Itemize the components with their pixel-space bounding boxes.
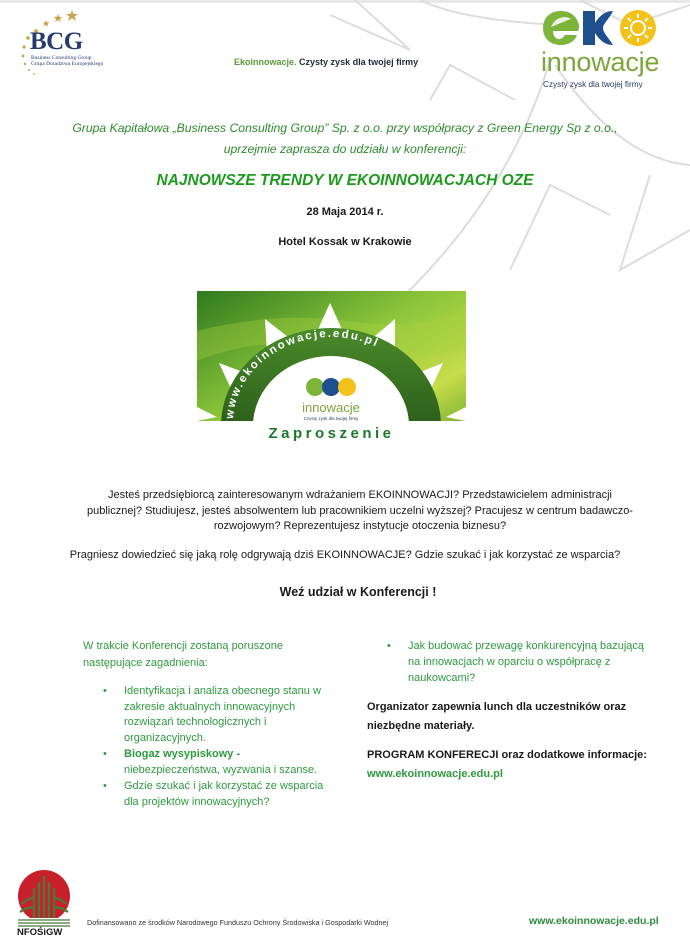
header-tagline <box>234 57 418 67</box>
topics-intro: W trakcie Konferencji zostaną poruszone następujące zagadnienia: <box>83 640 283 669</box>
call-to-action: Weź udział w Konferencji ! <box>279 585 437 599</box>
bcg-line2: Grupa Doradztwa Europejskiego <box>31 61 104 67</box>
funding-note: Dofinansowano ze środków Narodowego Funduszu Ochrony Środowiska i Gospodarki Wodnej <box>87 918 389 927</box>
topic-bold-text: Biogaz wysypiskowy - <box>124 748 241 760</box>
banner-logo-slogan: Czysty zysk dla twojej firmy <box>303 416 359 421</box>
tagline-slogan: Czysty zysk dla twojej firmy <box>299 57 419 67</box>
program-info <box>367 746 647 784</box>
conference-date: 28 Maja 2014 r. <box>306 206 384 218</box>
program-link[interactable]: www.ekoinnowacje.edu.pl <box>367 768 503 780</box>
intro-line-1: Grupa Kapitałowa „Business Consulting Group” Sp. z o.o. przy współpracy z Green Energy Sp z o.o., <box>72 121 618 135</box>
topic-item <box>103 684 333 746</box>
conference-venue: Hotel Kossak w Krakowie <box>278 236 412 248</box>
invitation-intro <box>0 118 690 160</box>
nfosigw-label: NFOŚiGW <box>17 927 63 938</box>
topic-item <box>103 747 333 778</box>
topic-text: Gdzie szukać i jak korzystać ze wsparcia dla projektów innowacyjnych? <box>124 780 324 808</box>
eko-logo-word: innowacje <box>541 47 660 77</box>
footer-url-link[interactable]: www.ekoinnowacje.edu.pl <box>529 915 659 927</box>
banner-label: Zaproszenie <box>268 425 395 442</box>
topic-text: Jak budować przewagę konkurencyjną bazującą na innowacjach w oparciu o współpracę z naukowcami? <box>408 640 645 684</box>
bcg-logo-subtitle <box>31 55 103 67</box>
intro-line-2: uprzejmie zaprasza do udziału w konferencji: <box>223 142 467 156</box>
tagline-brand: Ekoinnowacje. <box>234 57 297 67</box>
bcg-logo-text: BCG <box>30 28 83 55</box>
topic-item <box>387 638 647 686</box>
organizer-note: Organizator zapewnia lunch dla uczestników oraz niezbędne materiały. <box>367 701 627 732</box>
bcg-line1: Business Consulting Group <box>31 55 92 61</box>
topic-item <box>103 779 333 810</box>
banner-url-text: www.ekoinnowacje.edu.pl <box>223 327 382 420</box>
topic-text: Identyfikacja i analiza obecnego stanu w zakresie aktualnych innowacyjnych rozwiązań technologicznych i organizacyjnych. <box>124 685 321 744</box>
topics-list-continued <box>387 638 647 686</box>
conference-title: NAJNOWSZE TRENDY W EKOINNOWACJACH OZE <box>156 172 534 189</box>
audience-paragraph: Jesteś przedsiębiorcą zainteresowanym wdrażaniem EKOINNOWACJI? Przedstawicielem administracji publicznej? Studiujesz, jesteś absolwentem lub pracownikiem uczelni wyższej? Pracujesz w centrum badawczo-rozwojowym? Reprezentujesz instytucje otoczenia biznesu? <box>87 489 633 532</box>
topic-text: niebezpieczeństwa, wyzwania i szanse. <box>124 763 318 776</box>
eko-logo-icon <box>541 7 661 49</box>
banner-logo-word: innowacje <box>302 400 360 415</box>
program-text: PROGRAM KONFERECJI oraz dodatkowe informacje: <box>367 749 647 761</box>
question-paragraph: Pragniesz dowiedzieć się jaką rolę odgrywają dziś EKOINNOWACJE? Gdzie szukać i jak korzystać ze wsparcia? <box>69 549 621 561</box>
topics-list <box>103 684 333 811</box>
eko-logo-slogan: Czysty zysk dla twojej firmy <box>543 80 643 89</box>
